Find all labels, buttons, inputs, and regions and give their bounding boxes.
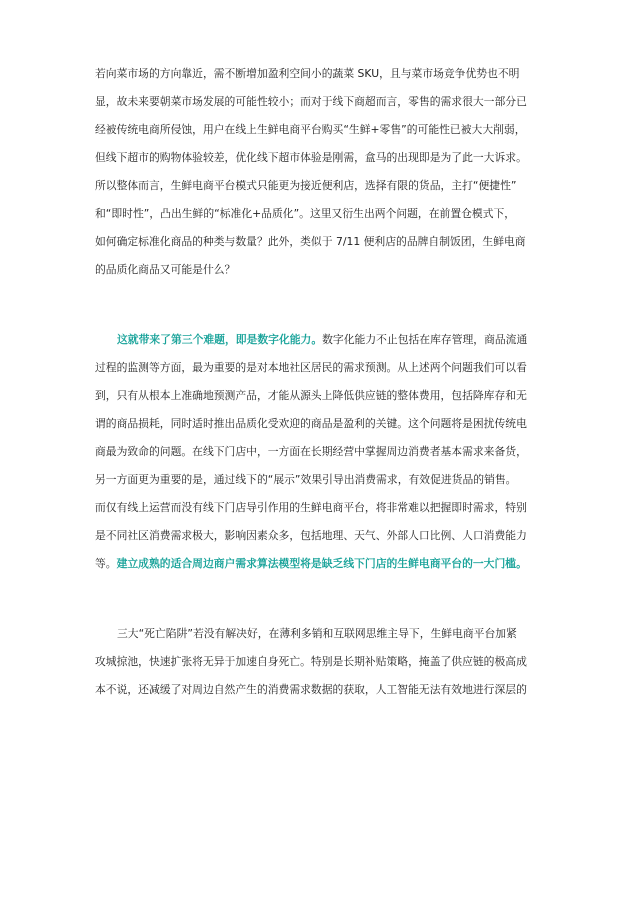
text-line [95, 260, 541, 280]
line-text: 数字化能力不止包括在库存管理，商品流通 [322, 333, 528, 346]
text-line [117, 624, 541, 644]
line-text: 所以整体而言，生鲜电商平台模式只能更为接近便利店，选择有限的货品，主打“便捷性” [95, 179, 517, 192]
text-line [95, 652, 541, 672]
line-text: 若向菜市场的方向靠近，需不断增加盈利空间小的蔬菜 SKU，且与菜市场竞争优势也不明 [95, 67, 520, 80]
text-line [95, 176, 541, 196]
line-text: 谓的商品损耗，同时适时推出品质化受欢迎的商品是盈利的关键。这个问题将是困扰传统电 [95, 417, 527, 430]
line-text: 另一方面更为重要的是，通过线下的“展示”效果引导出消费需求，有效促进货品的销售。 [95, 473, 517, 486]
text-line [95, 470, 541, 490]
line-text: 本不说，还减缓了对周边自然产生的消费需求数据的获取，人工智能无法有效地进行深层的 [95, 683, 527, 696]
line-text: 攻城掠池，快速扩张将无异于加速自身死亡。特别是长期补贴策略，掩盖了供应链的极高成 [95, 655, 527, 668]
line-text: 等。 [95, 557, 117, 570]
text-line [95, 120, 541, 140]
text-line [95, 498, 541, 518]
text-line [95, 526, 541, 546]
text-line [95, 554, 541, 574]
line-text: 的品质化商品又可能是什么？ [95, 263, 236, 276]
line-text: 显，故未来要朝菜市场发展的可能性较小；而对于线下商超而言，零售的需求很大一部分已 [95, 95, 527, 108]
text-line [95, 148, 541, 168]
line-text: 到，只有从根本上准确地预测产品，才能从源头上降低供应链的整体费用，包括降库存和无 [95, 389, 527, 402]
text-line [95, 442, 541, 462]
line-text: 而仅有线上运营而没有线下门店导引作用的生鲜电商平台，将非常难以把握即时需求，特别 [95, 501, 527, 514]
line-text: 是不同社区消费需求极大，影响因素众多，包括地理、天气、外部人口比例、人口消费能力 [95, 529, 527, 542]
text-line [95, 386, 541, 406]
line-text: 经被传统电商所侵蚀，用户在线上生鲜电商平台购买“生鲜+零售”的可能性已被大大削弱， [95, 123, 526, 136]
line-text: 和“即时性”，凸出生鲜的“标准化+品质化”。这里又衍生出两个问题，在前置仓模式下， [95, 207, 516, 220]
line-text: 如何确定标准化商品的种类与数量？此外，类似于 7/11 便利店的品牌自制饭团，生鲜电商 [95, 235, 526, 248]
text-line [117, 330, 541, 350]
text-line [95, 92, 541, 112]
text-line [95, 680, 541, 700]
text-line [95, 414, 541, 434]
text-line [95, 358, 541, 378]
highlight-text: 建立成熟的适合周边商户需求算法模型将是缺乏线下门店的生鲜电商平台的一大门槛。 [116, 557, 527, 570]
text-line [95, 64, 541, 84]
text-line [95, 232, 541, 252]
text-line [95, 204, 541, 224]
line-text: 三大“死亡陷阱”若没有解决好，在薄利多销和互联网思维主导下，生鲜电商平台加紧 [117, 627, 517, 640]
line-text: 过程的监测等方面，最为重要的是对本地社区居民的需求预测。从上述两个问题我们可以看 [95, 361, 527, 374]
line-text: 但线下超市的购物体验较差，优化线下超市体验是刚需，盒马的出现即是为了此一大诉求。 [95, 151, 527, 164]
highlight-text: 这就带来了第三个难题，即是数字化能力。 [117, 333, 323, 346]
line-text: 商最为致命的问题。在线下门店中，一方面在长期经营中掌握周边消费者基本需求来备货， [95, 445, 527, 458]
